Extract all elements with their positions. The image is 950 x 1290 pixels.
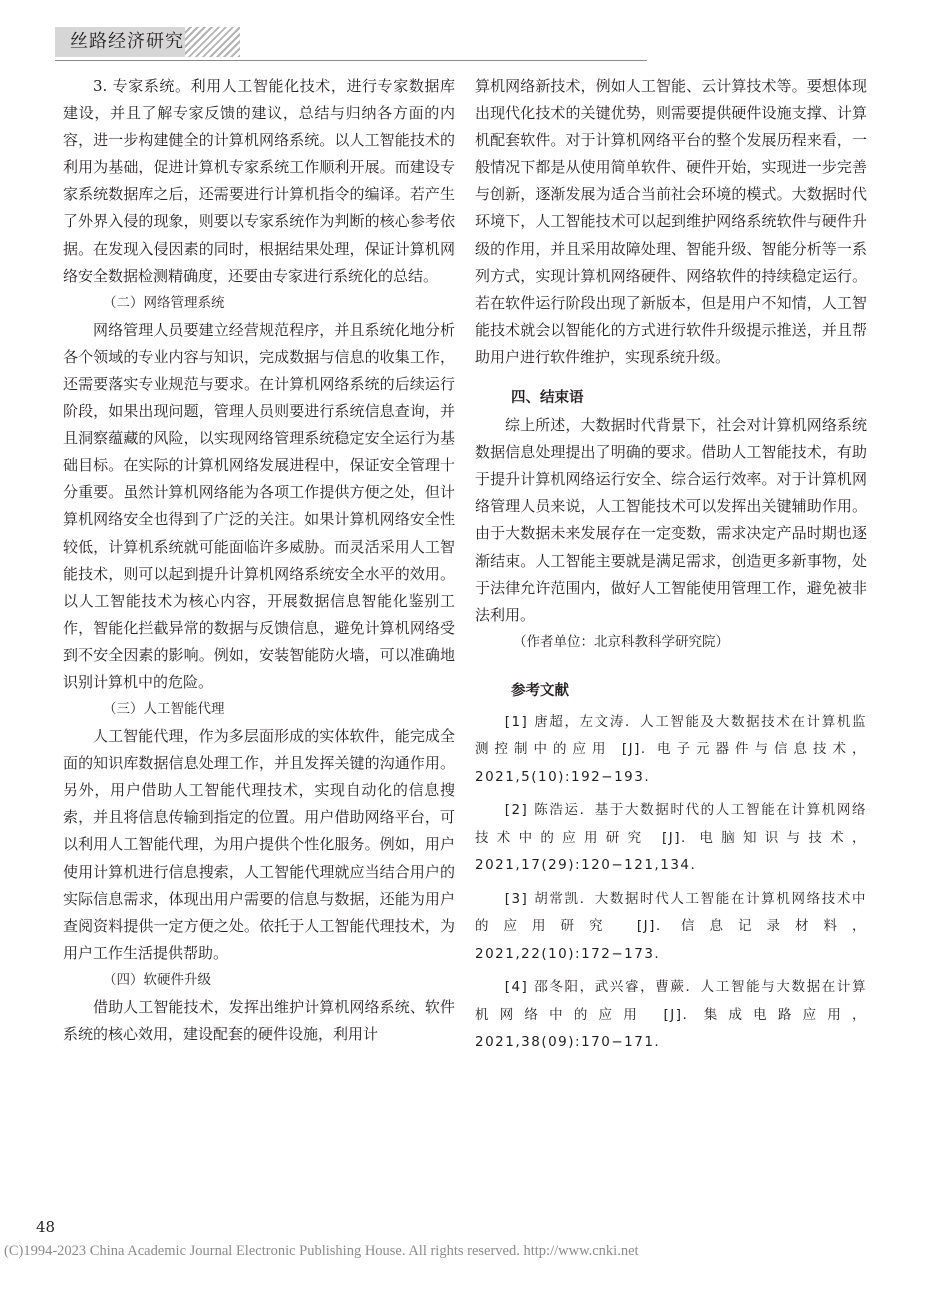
references-title: 参考文献 <box>511 682 569 699</box>
paragraph-ai-agent: 人工智能代理，作为多层面形成的实体软件，能完成全面的知识库数据信息处理工作，并且发挥关键的沟通作用。另外，用户借助人工智能代理技术，实现自动化的信息搜索，并且将信息传输到指定的位置。用户借助网络平台，可以利用人工智能代理，为用户提供个性化服务。例如，用户使用计算机进行信息搜索，人工智能代理就应当结合用户的实际信息需求，体现出用户需要的信息与数据，还能为用户查阅资料提供一定方便之处。依托于人工智能代理技术，为用户工作生活提供帮助。 <box>63 727 455 962</box>
header-stripes-decoration <box>185 27 240 57</box>
reference-item: [2] 陈浩运．基于大数据时代的人工智能在计算机网络技术中的应用研究 [J]. 电脑知识与技术，2021,17(29):120−121,134. <box>475 802 867 874</box>
right-column <box>475 73 867 1063</box>
paragraph-expert-system: 3. 专家系统。利用人工智能化技术，进行专家数据库建设，并且了解专家反馈的建议，总结与归纳各方面的内容，进一步构建健全的计算机网络系统。以人工智能技术的利用为基础，促进计算机专家系统工作顺利开展。而建设专家系统数据库之后，还需要进行计算机指令的编译。若产生了外界入侵的现象，则要以专家系统作为判断的核心参考依据。在发现入侵因素的同时，根据结果处理，保证计算机网络安全数据检测精确度，还要由专家进行系统化的总结。 <box>63 77 455 285</box>
journal-title: 丝路经济研究 <box>70 31 184 52</box>
header-rule <box>55 60 647 61</box>
subheading-network-management: （二）网络管理系统 <box>103 294 225 311</box>
paragraph-hardware-upgrade-continued: 算机网络新技术，例如人工智能、云计算技术等。要想体现出现代化技术的关键优势，则需要提供硬件设施支撑、计算机配套软件。对于计算机网络平台的整个发展历程来看，一般情况下都是从使用简单软件、硬件开始，实现进一步完善与创新，逐渐发展为适合当前社会环境的模式。大数据时代环境下，人工智能技术可以起到维护网络系统软件与硬件升级的作用，并且采用故障处理、智能升级、智能分析等一系列方式，实现计算机网络硬件、网络软件的持续稳定运行。若在软件运行阶段出现了新版本，但是用户不知情，人工智能技术就会以智能化的方式进行软件升级提示推送，并且帮助用户进行软件维护，实现系统升级。 <box>475 77 867 366</box>
reference-item: [3] 胡常凯．大数据时代人工智能在计算机网络技术中的应用研究 [J]. 信息记录材料，2021,22(10):172−173. <box>475 890 867 962</box>
paragraph-conclusion: 综上所述，大数据时代背景下，社会对计算机网络系统数据信息处理提出了明确的要求。借助人工智能技术，有助于提升计算机网络运行安全、综合运行效率。对于计算机网络管理人员来说，人工智能技术可以发挥出关键辅助作用。由于大数据未来发展存在一定变数，需求决定产品时期也逐渐结束。人工智能主要就是满足需求，创造更多新事物，处于法律允许范围内，做好人工智能使用管理工作，避免被非法利用。 <box>475 416 867 624</box>
copyright-notice: (C)1994-2023 China Academic Journal Electronic Publishing House. All rights reserved. http://www.cnki.net <box>4 1243 639 1259</box>
page-number: 48 <box>36 1218 56 1236</box>
paragraph-hardware-upgrade: 借助人工智能技术，发挥出维护计算机网络系统、软件系统的核心效用，建设配套的硬件设施，利用计 <box>63 997 455 1043</box>
author-affiliation: （作者单位：北京科教科学研究院） <box>513 633 729 650</box>
subheading-ai-agent: （三）人工智能代理 <box>103 701 225 718</box>
subheading-hardware-upgrade: （四）软硬件升级 <box>103 971 211 988</box>
reference-item: [4] 邵冬阳，武兴睿，曹蕨．人工智能与大数据在计算机网络中的应用 [J]. 集成电路应用，2021,38(09):170−171. <box>475 979 867 1051</box>
section-heading-conclusion: 四、结束语 <box>511 390 584 407</box>
paragraph-network-management: 网络管理人员要建立经营规范程序，并且系统化地分析各个领域的专业内容与知识，完成数据与信息的收集工作，还需要落实专业规范与要求。在计算机网络系统的后续运行阶段，如果出现问题，管理人员则要进行系统信息查询，并且洞察蕴藏的风险，以实现网络管理系统稳定安全运行为基础目标。在实际的计算机网络发展进程中，保证安全管理十分重要。虽然计算机网络能为各项工作提供方便之处，但计算机网络安全也得到了广泛的关注。如果计算机网络安全性较低，计算机系统就可能面临许多威胁。而灵活采用人工智能技术，则可以起到提升计算机网络系统安全水平的效用。以人工智能技术为核心内容，开展数据信息智能化鉴别工作，智能化拦截异常的数据与反馈信息，避免计算机网络受到不安全因素的影响。例如，安装智能防火墙，可以准确地识别计算机中的危险。 <box>63 320 455 691</box>
left-column <box>63 73 455 1048</box>
reference-item: [1] 唐超，左文涛．人工智能及大数据技术在计算机监测控制中的应用 [J]. 电子元器件与信息技术，2021,5(10):192−193. <box>475 713 867 785</box>
